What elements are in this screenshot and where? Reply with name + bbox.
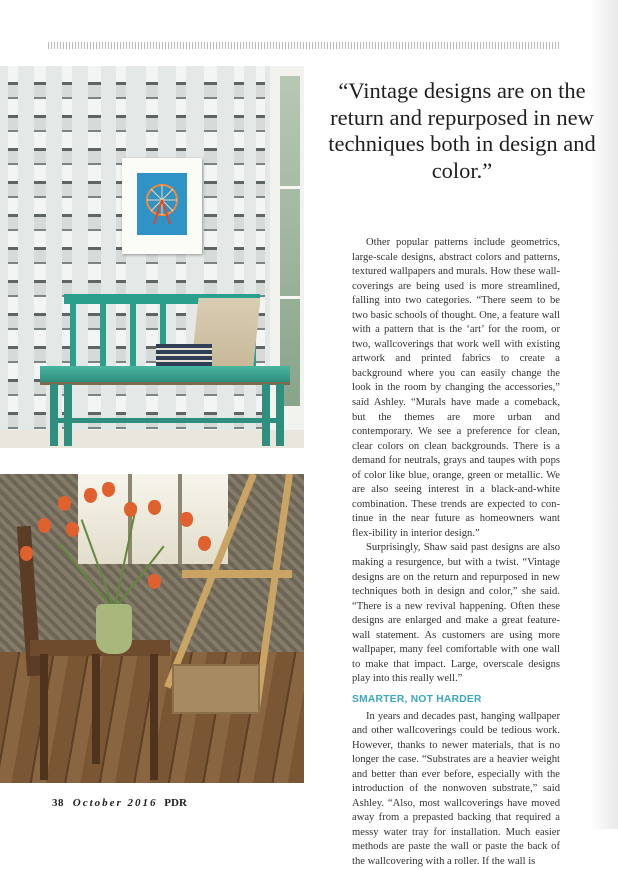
tulip-flower bbox=[148, 500, 161, 515]
article-body bbox=[352, 236, 560, 870]
body-paragraph: Other popular patterns include geometrics, large-scale designs, abstract colors and patterns, textured wallpapers and murals. How these wall-coverings are being used is more streamlined, falling into two categories. “There seem to be two basic schools of thought. One, a feature wall with a pattern that is the ‘art’ for the room, or two, wallcoverings that work well with existing artwork and printed fabrics to create a background where you can easily change the look in the room by changing the accessories,” said Ashley. “Murals have made a comeback, but the themes are more urban and contemporary. We see a preference for clean, clear colors on clean backgrounds. There is a demand for neutrals, grays and taupes with pops of color like blue, orange, green or metallic. We are also seeing interest in a black-and-white combination. These trends are expected to con-tinue in the near future as homeowners want flex-ibility in interior design.” bbox=[352, 237, 560, 539]
bench-seat bbox=[40, 366, 290, 385]
tulip-flower bbox=[124, 502, 137, 517]
chair-leg bbox=[92, 654, 100, 764]
birch-trunk bbox=[34, 66, 46, 448]
book-stack bbox=[156, 344, 212, 368]
birch-trunk bbox=[234, 66, 244, 448]
body-paragraph: In years and decades past, hanging wallpaper and other wallcoverings could be tedious work. However, thanks to newer materials, that is no longer the case. “Substrates are a heavier weight and better than ever before, especially with the introduction of the nonwoven substrate,” said Ashley. “Also, most wallcoverings have moved away from a prepasted backing that required a messy water tray for installation. Much easier methods are paste the wall or paste the back of the wallcovering with a roller. If the wall is bbox=[352, 710, 560, 867]
birch-trunk bbox=[204, 66, 217, 448]
header-rule bbox=[48, 42, 560, 49]
bench-slat bbox=[70, 304, 76, 368]
birch-trunk bbox=[116, 66, 126, 448]
wooden-crate bbox=[172, 664, 260, 714]
window-mullion bbox=[280, 296, 300, 299]
pull-quote: “Vintage designs are on the return and repurposed in new techniques both in design and color.” bbox=[328, 78, 596, 183]
publication-name: PDR bbox=[164, 797, 187, 809]
chair-leg bbox=[150, 654, 158, 780]
section-subhead: SMARTER, NOT HARDER bbox=[352, 693, 482, 705]
tulip-flower bbox=[102, 482, 115, 497]
birch-trunk bbox=[176, 66, 186, 448]
bench-leg bbox=[276, 384, 284, 446]
window-pane bbox=[280, 76, 300, 406]
tulip-flower bbox=[148, 574, 161, 589]
birch-trunk bbox=[8, 66, 18, 448]
tulip-flower bbox=[20, 546, 33, 561]
tulip-flower bbox=[84, 488, 97, 503]
bench-slat bbox=[130, 304, 136, 368]
tulip-flower bbox=[180, 512, 193, 527]
bench-leg bbox=[64, 384, 72, 446]
issue-date: October 2016 bbox=[72, 797, 158, 809]
page-folio bbox=[52, 797, 187, 809]
bench-leg bbox=[50, 384, 58, 446]
floor bbox=[0, 430, 304, 448]
bench-rail bbox=[54, 418, 276, 423]
body-paragraph: Surprisingly, Shaw said past designs are also making a resurgence, but with a twist. “Vintage designs are on the return and repurposed in new techniques both in design and color,” she said. “There is a new revival happening. Often these designs are enlarged and make a great feature-wall statement. As customers are using more wallpaper, many feel comfortable with one wall to make that impact. Large, overscale designs play into this really well.” bbox=[352, 542, 560, 685]
bench-slat bbox=[100, 304, 106, 368]
vase bbox=[96, 604, 132, 654]
tulip-flower bbox=[38, 518, 51, 533]
bench-leg bbox=[262, 384, 270, 446]
easel-crossbar bbox=[182, 570, 292, 578]
ferris-wheel-icon bbox=[140, 180, 184, 224]
tulip-flower bbox=[198, 536, 211, 551]
chair-leg bbox=[40, 654, 48, 780]
window-mullion bbox=[280, 186, 300, 189]
page-number: 38 bbox=[52, 797, 64, 809]
tulip-flower bbox=[58, 496, 71, 511]
birch-wallpaper-photo bbox=[0, 66, 304, 448]
tulip-flower bbox=[66, 522, 79, 537]
birch-trunk bbox=[88, 66, 101, 448]
birch-trunk bbox=[146, 66, 158, 448]
tulips-chair-photo bbox=[0, 474, 304, 783]
